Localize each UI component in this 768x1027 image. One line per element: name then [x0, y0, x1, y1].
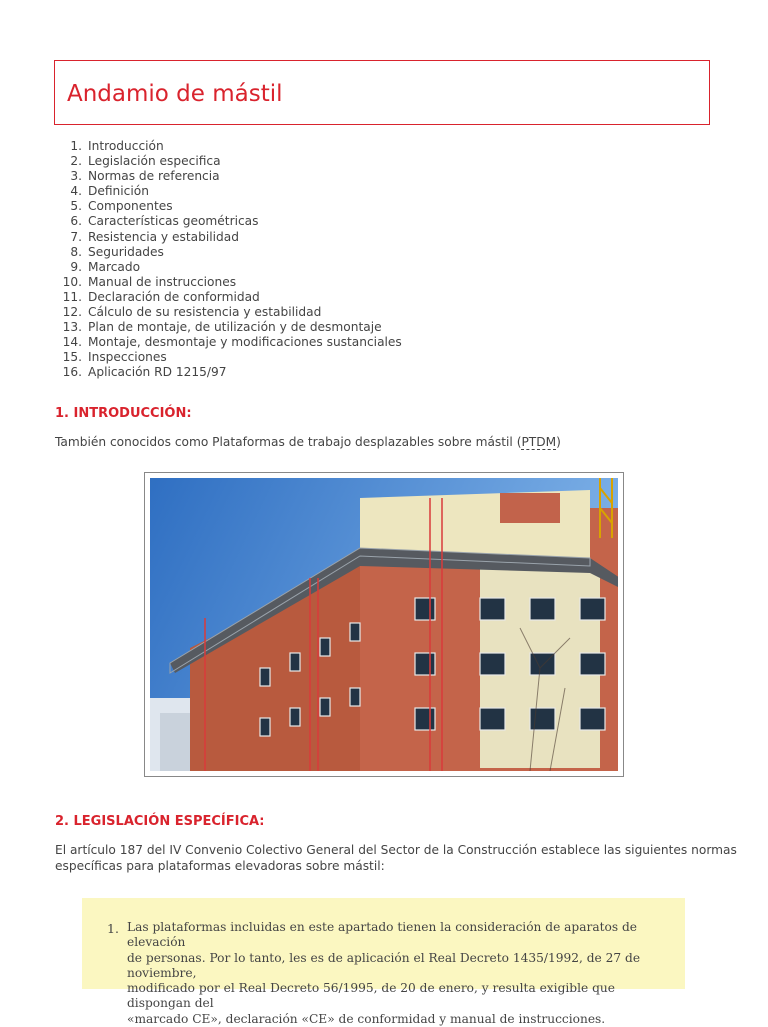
- toc-item[interactable]: 1. Introducción: [70, 139, 164, 153]
- toc-item[interactable]: 9. Marcado: [70, 259, 141, 274]
- building-photo: [144, 472, 624, 777]
- intro-paragraph: También conocidos como Plataformas de trabajo desplazables sobre mástil (PTDM): [55, 435, 561, 449]
- ptdm-abbreviation[interactable]: PTDM: [521, 435, 557, 449]
- section-heading-legislacion: 2. LEGISLACIÓN ESPECÍFICA:: [55, 814, 265, 829]
- toc-item[interactable]: 12. Cálculo de su resistencia y estabilidad: [62, 305, 322, 320]
- note-item-text: Las plataformas incluidas en este apartado tienen la consideración de aparatos de elevación de personas. Por lo tanto, les es de aplicación el Real Decreto 1435/1992, de 27 de noviembre, modificado por el Real Decreto 56/1995, de 20 de enero, y resulta exigible que dispongan del «marcado CE», declaración «CE» de conformidad y manual de instrucciones.: [127, 920, 641, 1026]
- note-item-number: 1.: [107, 921, 119, 936]
- toc-item[interactable]: 7. Resistencia y estabilidad: [70, 229, 239, 244]
- toc-item[interactable]: 14. Montaje, desmontaje y modificaciones sustanciales: [62, 335, 402, 350]
- toc-item[interactable]: 5. Componentes: [70, 199, 173, 214]
- section-heading-introduccion: 1. INTRODUCCIÓN:: [55, 406, 192, 421]
- toc-item[interactable]: 6. Características geométricas: [70, 214, 259, 229]
- table-of-contents: [56, 139, 402, 381]
- toc-item[interactable]: 8. Seguridades: [70, 244, 164, 259]
- toc-item[interactable]: 11. Declaración de conformidad: [62, 289, 260, 304]
- toc-item[interactable]: 2. Legislación especifica: [70, 154, 221, 169]
- legislation-note-box: [82, 898, 685, 1026]
- toc-item[interactable]: 4. Definición: [70, 184, 149, 199]
- toc-item[interactable]: 16. Aplicación RD 1215/97: [62, 365, 227, 380]
- title-box: [54, 60, 710, 125]
- toc-item[interactable]: 15. Inspecciones: [62, 350, 167, 365]
- toc-item[interactable]: 3. Normas de referencia: [70, 169, 220, 184]
- legislation-paragraph: El artículo 187 del IV Convenio Colectivo General del Sector de la Construcción establece las siguientes normas específicas para plataformas elevadoras sobre mástil:: [55, 843, 737, 873]
- toc-item[interactable]: 10. Manual de instrucciones: [62, 274, 237, 289]
- page-title: Andamio de mástil: [67, 81, 283, 107]
- building-photo-image: [150, 478, 618, 771]
- toc-item[interactable]: 13. Plan de montaje, de utilización y de desmontaje: [62, 320, 382, 335]
